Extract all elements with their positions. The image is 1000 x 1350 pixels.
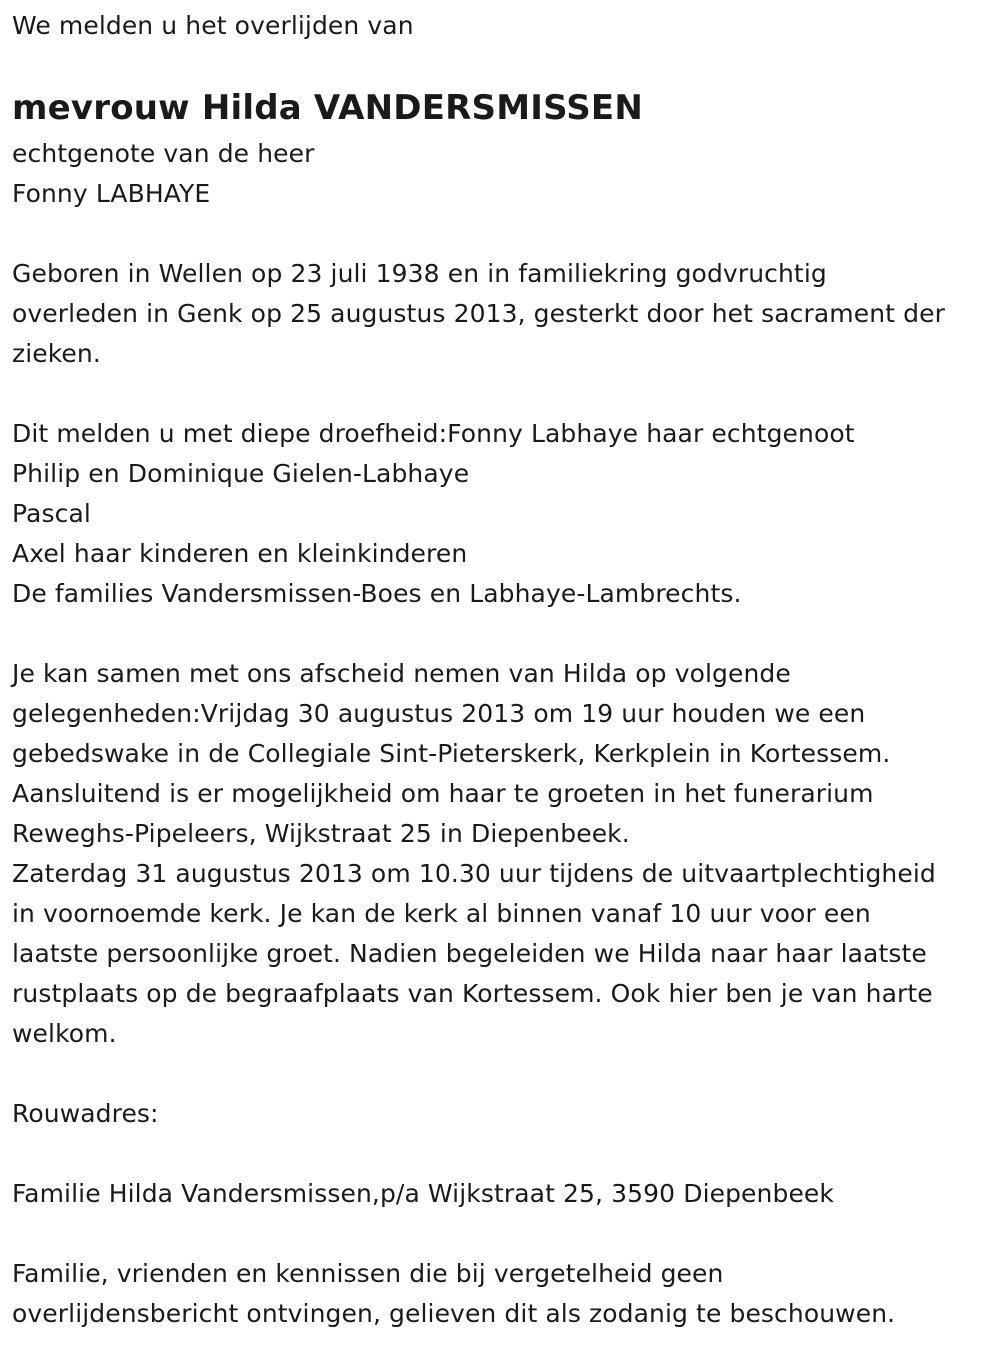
mourners-paragraph xyxy=(12,414,992,614)
paragraph-line: Axel haar kinderen en kleinkinderen xyxy=(12,539,468,568)
address-label: Rouwadres: xyxy=(12,1099,159,1128)
paragraph-line: Familie, vrienden en kennissen die bij vergetelheid geen xyxy=(12,1259,724,1288)
intro-text: We melden u het overlijden van xyxy=(12,11,414,40)
paragraph-line: gebedswake in de Collegiale Sint-Pieterskerk, Kerkplein in Kortessem. xyxy=(12,739,891,768)
paragraph-line: in voornoemde kerk. Je kan de kerk al binnen vanaf 10 uur voor een xyxy=(12,899,871,928)
paragraph-line: Philip en Dominique Gielen-Labhaye xyxy=(12,459,470,488)
paragraph-line: Reweghs-Pipeleers, Wijkstraat 25 in Diepenbeek. xyxy=(12,819,630,848)
paragraph-line: Geboren in Wellen op 23 juli 1938 en in familiekring godvruchtig xyxy=(12,259,827,288)
deceased-name: mevrouw Hilda VANDERSMISSEN xyxy=(12,88,644,128)
spacer xyxy=(12,1214,992,1254)
spacer xyxy=(12,1134,992,1174)
paragraph-line: Je kan samen met ons afscheid nemen van Hilda op volgende xyxy=(12,659,791,688)
closing-paragraph xyxy=(12,1254,992,1334)
paragraph-line: Aansluitend is er mogelijkheid om haar te groeten in het funerarium xyxy=(12,779,874,808)
birth-death-paragraph xyxy=(12,254,992,374)
spacer xyxy=(12,214,992,254)
spacer xyxy=(12,374,992,414)
paragraph-line: Pascal xyxy=(12,499,91,528)
spacer xyxy=(12,1054,992,1094)
spouse-label: echtgenote van de heer xyxy=(12,139,315,168)
death-notice xyxy=(12,6,992,1334)
paragraph-line: laatste persoonlijke groet. Nadien begeleiden we Hilda naar haar laatste xyxy=(12,939,927,968)
paragraph-line: zieken. xyxy=(12,339,101,368)
paragraph-line: Dit melden u met diepe droefheid:Fonny Labhaye haar echtgenoot xyxy=(12,419,855,448)
paragraph-line: overlijdensbericht ontvingen, gelieven dit als zodanig te beschouwen. xyxy=(12,1299,896,1328)
mourning-address: Familie Hilda Vandersmissen,p/a Wijkstraat 25, 3590 Diepenbeek xyxy=(12,1179,834,1208)
spacer xyxy=(12,614,992,654)
spouse-name: Fonny LABHAYE xyxy=(12,179,211,208)
paragraph-line: De families Vandersmissen-Boes en Labhaye-Lambrechts. xyxy=(12,579,742,608)
paragraph-line: rustplaats op de begraafplaats van Kortessem. Ook hier ben je van harte xyxy=(12,979,933,1008)
spacer xyxy=(12,46,992,86)
paragraph-line: Zaterdag 31 augustus 2013 om 10.30 uur tijdens de uitvaartplechtigheid xyxy=(12,859,936,888)
paragraph-line: gelegenheden:Vrijdag 30 augustus 2013 om 19 uur houden we een xyxy=(12,699,866,728)
farewell-paragraph xyxy=(12,654,992,1054)
paragraph-line: overleden in Genk op 25 augustus 2013, gesterkt door het sacrament der xyxy=(12,299,945,328)
paragraph-line: welkom. xyxy=(12,1019,117,1048)
